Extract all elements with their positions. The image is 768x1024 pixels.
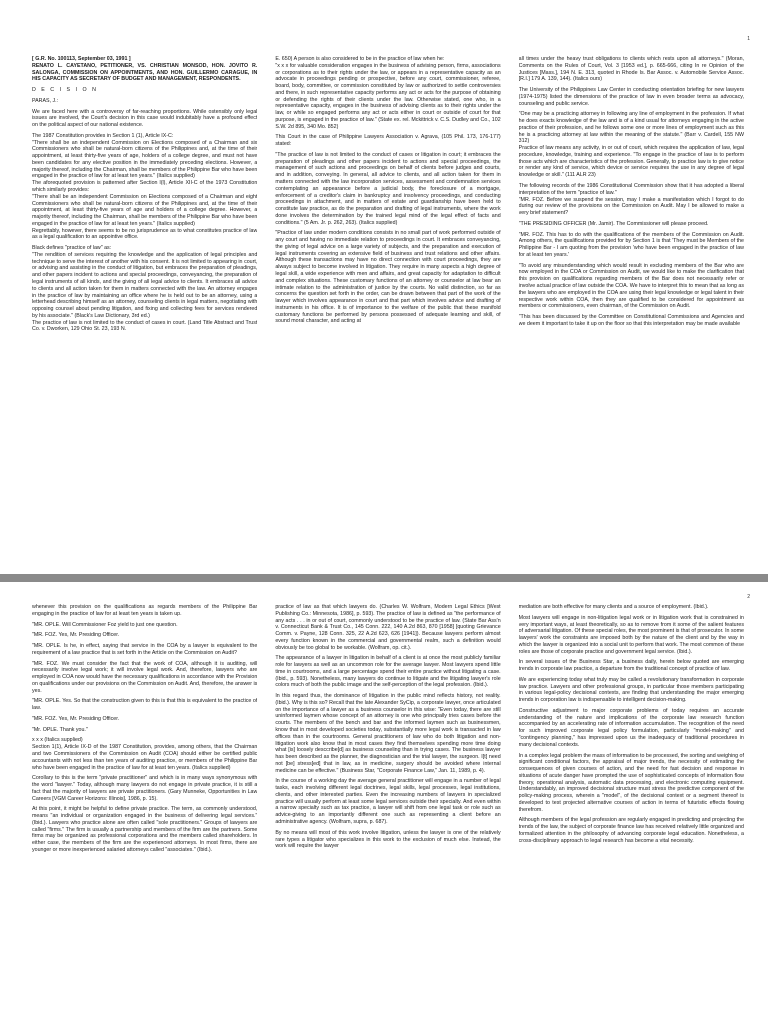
page-columns [32, 56, 744, 570]
page-columns [32, 604, 744, 1024]
paragraph: "MR. OPLE. Yes. So that the construction given to this is that this is equivalent to the practice of law. [32, 698, 258, 712]
paragraph: "MR. OPLE. Will Commissioner Foz yield to just one question. [32, 621, 178, 628]
paragraph: "Mr. OPLE. Thank you." [32, 726, 88, 733]
paragraph: "MR. FOZ. We must consider the fact that the work of COA, although it is auditing, will necessarily involve legal work; it will involve legal work. And, therefore, lawyers who are employed in COA now would have the necessary qualifications in accordance with the Provision on qualifications under our provisions on the Commission on Audit. And, therefore, the answer is yes. [32, 660, 258, 694]
paragraph: "To avoid any misunderstanding which would result in excluding members of the Bar who are now employed in the COA or Commission on Audit, we would like to make the clarification that this provision on qualifications regarding members of the Bar does not necessarily refer or involve actual practice of law outside the COA. We have to interpret this to mean that as long as the lawyers who are employed in the COA are using their legal knowledge or legal talent in their respective work within COA, then they are qualified to be considered for appointment as members or commissioners, even chairman, of the Commission on Audit. [518, 262, 744, 310]
paragraph: At this point, it might be helpful to define private practice. The term, as commonly understood, means "an individual or organization engaged in the business of delivering legal services." (Ibid.). Lawyers who practice alone are often called "sole practitioners." Groups of lawyers are called "firms." The firm is usually a partnership and members of the firm are the partners. Some firms may be organized as professional corporations and the members called shareholders. In either case, the members of the firm are the experienced attorneys. In most firms, there are younger or more inexperienced salaried attorneys called "associates." (Ibid.). [32, 806, 258, 853]
paragraph: In the course of a working day the average general practitioner will engage in a number of legal tasks, each involving different legal doctrines, legal skills, legal processes, legal institutions, clients, and other interested parties. Even the increasing numbers of lawyers in specialized practice will usually perform at least some legal services outside their specialty. And even within a narrow specialty such as tax practice, a lawyer will shift from one legal task or role such as advice-giving to an importantly different one such as representing a client before an administrative agency. (Wolfram, supra, p. 687). [275, 778, 501, 825]
column-1 [32, 604, 257, 1024]
paragraph-list [519, 56, 744, 328]
paragraph: We are experiencing today what truly may be called a revolutionary transformation in corporate law practice. Lawyers and other professional groups, in particular those members participating in various legal-policy decisional contexts, are finding that understanding the major emerging trends in corporation law is indispensable to intelligent decision-making. [518, 676, 744, 704]
case-header: [ G.R. No. 100113, September 03, 1991 ] RENATO L. CAYETANO, PETITIONER, VS. CHRISTIAN MONSOD, HON. JOVITO R. SALONGA, COMMISSION ON APPOINTMENTS, AND HON. GUILLERMO CARAGUE, IN HIS CAPACITY AS SECRETARY OF BUDGET AND MANAGEMENT, RESPONDENTS. [32, 56, 258, 83]
column-1 [32, 56, 257, 570]
paragraph: all times under the heavy trust obligations to clients which rests upon all attorneys." (Moran, Comments on the Rules of Court, Vol. 3 [1953 ed.], p. 665-666, citing In re Opinion of the Justices [Mass.], 194 N. E. 313, quoted in Rhode Is. Bar Assoc. v. Automobile Service Assoc. [R.I.] 179 A. 139, 144). (Italics ours) [518, 56, 744, 83]
paragraph-list [275, 604, 500, 850]
paragraph: We are faced here with a controversy of far-reaching proportions. While ostensibly only legal issues are involved, the Court's decision in this case would indubitably have a profound effect on the political aspect of our national existence. [32, 108, 258, 129]
paragraph: The 1987 Constitution provides in Section 1 (1), Article IX-C: "There shall be an independent Commission on Elections composed of a Chairman and six Commissioners who shall be natural-born citizens of the Philippines and, at the time of their appointment, at least thirty-five years of age, holders of a college degree, and must not have been candidates for any elective position in the immediately preceding elections. However, a majority thereof, including the Chairman, shall be members of the Philippine Bar who have been engaged in the practice of law for at least ten years." (Italics supplied) The aforequoted provision is patterned after Section l(l), Article XII-C of the 1973 Constitution which similarly provides: "There shall be an independent Commission on Elections composed of a Chairman and eight Commissioners who shall be natural-born citizens of the Philippines and, at the time of their appointment, at least thirty-five years of age and holders of a college degree. However, a majority thereof, including the Chairman, shall be members of the Philippine Bar who have been engaged in the practice of law for at least ten years." (Italics supplied) Regrettably, however, there seems to be no jurisprudence as to what constitutes practice of law as a legal qualification to an appointive office. [32, 132, 258, 241]
paragraph: The following records of the 1986 Constitutional Commission show that it has adopted a liberal interpretation of the term "practice of law." "MR. FOZ. Before we suspend the session, may I make a manifestation which I forgot to do during our review of the provisions on the Commission on Audit. May I be allowed to make a very brief statement? [518, 183, 744, 217]
page-number: 1 [747, 36, 750, 42]
paragraph: whenever this provision on the qualifications as regards members of the Philippine Bar engaging in the practice of law for at least ten years is taken up. [32, 604, 258, 617]
paragraph: Corollary to this is the term "private practitioner" and which is in many ways synonymous with the word "lawyer." Today, although many lawyers do not engage in private practice, it is still a fact that the majority of lawyers are private practitioners. (Gary Munneke, Opportunities in Law Careers [VGM Career Horizons: Illinois], 1986, p. 15). [32, 775, 258, 802]
paragraph: Most lawyers will engage in non-litigation legal work or in litigation work that is constrained in very important ways, at least theoretically, so as to remove from it some of the salient features of adversarial litigation. Of these special roles, the most prominent is that of prosecutor. In some lawyers' work the constraints are imposed both by the nature of the client and by the way in which the lawyer is organized into a social unit to perform that work. The most common of these roles are those of corporate practice and government legal service. (Ibid.). [518, 614, 744, 655]
column-3 [519, 604, 744, 1024]
paragraph-list [275, 56, 500, 325]
paragraph: practice of law as that which lawyers do. (Charles W. Wolfram, Modern Legal Ethics [West Publishing Co.: Minnesota, 1986], p. 593). The practice of law is defined as "the performance of any acts . . . in or out of court, commonly understood to be the practice of law. (State Bar Ass'n v. Connecticut Bank & Trust Co., 145 Conn. 222, 140 A.2d 863, 870 [1958] [quoting Grievance Comm. v. Payne, 128 Conn. 325, 22 A.2d 623, 626 [1941]). Because lawyers perform almost every function known in the commercial and governmental realm, such a definition would obviously be too global to be workable. (Wolfram, op. cit.). [275, 604, 501, 651]
paragraph: "The practice of law is not limited to the conduct of cases or litigation in court; it embraces the preparation of pleadings and other papers incident to actions and special proceedings, the management of such actions and proceedings on behalf of clients before judges and courts, and in addition, conveying. In general, all advice to clients, and all action taken for them in matters connected with the law incorporation services, assessment and condemnation services contemplating an appearance before a judicial body, the foreclosure of a mortgage, enforcement of a creditor's claim in bankruptcy and insolvency proceedings, and conducting proceedings in attachment, and in matters of estate and guardianship have been held to constitute law practice, as do the preparation and drafting of legal instruments, where the work done involves the determination by the trained legal mind of the legal effect of facts and conditions." (5 Am. Jr. p. 262, 263). (Italics supplied) [275, 151, 501, 226]
paragraph: "MR. FOZ. Yes, Mr. Presiding Officer. [32, 632, 120, 639]
document-page-2 [0, 582, 768, 1024]
paragraph: x x x (Italics supplied) Section 1(1), Article IX-D of the 1987 Constitution, provides, among others, that the Chairman and two Commissioners of the Commission on Audit (COA) should either be certified public accountants with not less than ten years of auditing practice, or members of the Philippine Bar who have been engaged in the practice of law for at least ten years. (Italics supplied) [32, 737, 258, 771]
paragraph: E. 650) A person is also considered to be in the practice of law when he: "x x x for valuable consideration engages in the business of advising person, firms, associations or corporations as to their rights under the law, or appears in a representative capacity as an advocate in proceedings pending or prospective, before any court, commissioner, referee, board, body, committee, or commission constituted by law or authorized to settle controversies and there, in such representative capacity performs any act or acts for the purpose of obtaining or defending the rights of their clients under the law. Otherwise stated, one who, in a representative capacity, engages in the business of advising clients as to their rights under the law, or while so engaged performs any act or acts either in court or outside of court for that purpose, is engaged in the practice of law." (State ex. rel. Mckittrick v. C.S. Dudley and Co., 102 S.W. 2d 895, 340 Mo. 852) [275, 56, 501, 130]
paragraph: By no means will most of this work involve litigation, unless the lawyer is one of the relatively rare types a litigator who specializes in this work to the exclusion of much else. Instead, the work will require the lawyer [275, 829, 501, 850]
paragraph: Although members of the legal profession are regularly engaged in predicting and projecting the trends of the law, the subject of corporate finance law has received relatively little organized and formalized attention in the philosophy of advancing corporate legal education. Nonetheless, a cross-disciplinary approach to legal research has become a vital necessity. [518, 817, 744, 844]
paragraph: "MR. OPLE. Is he, in effect, saying that service in the COA by a lawyer is equivalent to the requirement of a law practice that is set forth in the Article on the Commission on Audit? [32, 643, 258, 656]
paragraph: "THE PRESIDING OFFICER (Mr. Jamir). The Commissioner will please proceed. [518, 220, 709, 227]
paragraph-list [519, 604, 744, 845]
column-2 [275, 604, 500, 1024]
paragraph-list [32, 604, 257, 854]
paragraph-list [32, 109, 257, 334]
paragraph: This Court in the case of Philippine Lawyers Association v. Agrava, (105 Phil. 173, 176-177) stated: [275, 134, 501, 148]
paragraph: "MR. FOZ. This has to do with the qualifications of the members of the Commission on Audit. Among others, the qualifications provided for by Section 1 is that 'They must be Members of the Philippine Bar - I am quoting from the provision 'who have been engaged in the practice of law for at least ten years.' [518, 231, 744, 258]
paragraph: "Practice of law under modern conditions consists in no small part of work performed outside of any court and having no immediate relation to proceedings in court. It embraces conveyancing, the giving of legal advice on a large variety of subjects, and the preparation and execution of legal instruments covering an extensive field of business and trust relations and other affairs. Although these transactions may have no direct connection with court proceedings, they are always subject to become involved in litigation. They require in many aspects a high degree of legal skill, a wide experience with men and affairs, and great capacity for adaptation to difficult and complex situations. These customary functions of an attorney or counselor at law bear an intimate relation to the administration of justice by the courts. No valid distinction, so far as concerns the question set forth in the order, can be drawn between that part of the work of the lawyer which involves appearance in court and that part which involves advice and drafting of instruments in his office. It is of importance to the welfare of the public that these manifold customary functions be performed by persons possessed of adequate learning and skill, of sound moral character, and acting at [275, 230, 501, 325]
paragraph: In several issues of the Business Star, a business daily, herein below quoted are emerging trends in corporate law practice, a departure from the traditional concept of practice of law. [518, 659, 744, 673]
paragraph: Black defines "practice of law" as: "The rendition of services requiring the knowledge and the application of legal principles and technique to serve the interest of another with his consent. It is not limited to appearing in court, or advising and assisting in the conduct of litigation, but embraces the preparation of pleadings, and other papers incident to actions and special proceedings, conveyancing, the preparation of legal instruments of all kinds, and the giving of all legal advice to clients. It embraces all advice to clients and all action taken for them in matters connected with the law. An attorney engages in the practice of law by maintaining an office where he is held out to be an attorney, using a letterhead describing himself as an attorney, counseling clients in legal matters, negotiating with opposing counsel about pending litigation, and fixing and collecting fees for services rendered by his associate." (Black's Law Dictionary, 3rd ed.) The practice of law is not limited to the conduct of cases in court. (Land Title Abstract and Trust Co. v. Dworken, 129 Ohio St. 23, 193 N. [32, 245, 258, 333]
paragraph: "One may be a practicing attorney in following any line of employment in the profession. If what he does exacts knowledge of the law and is of a kind usual for attorneys engaging in the active practice of their profession, and he follows some one or more lines of employment such as this he is a practicing attorney at law within the meaning of the statute." (Barr v. Cardell, 155 NW 312) Practice of law means any activity, in or out of court, which requires the application of law, legal procedure, knowledge, training and experience. "To engage in the practice of law is to perform those acts which are characteristics of the profession. Generally, to practice law is to give notice or render any kind of service, which device or service requires the use in any degree of legal knowledge or skill." (111 ALR 23) [518, 111, 744, 179]
paragraph: "This has been discussed by the Committee on Constitutional Commissions and Agencies and we deem it important to take it up on the floor so that this interpretation may be made available [518, 314, 744, 327]
paragraph: The University of the Philippines Law Center in conducting orientation briefing for new lawyers (1974-1975) listed the dimensions of the practice of law in even broader terms as advocacy, counseling and public service. [518, 87, 744, 107]
paragraph: In a complex legal problem the mass of information to be processed, the sorting and weighing of significant conditional factors, the appraisal of major trends, the necessity of estimating the consequences of given courses of action, and the need for fast decision and response in situations of acute danger have prompted the use of sophisticated concepts of information flow theory, operational analysis, automatic data processing, and electronic computing equipment. Understandably, an improved decisional structure must stress the predictive component of the policy-making process, wherein a "model", of the decisional context or a segment thereof is developed to test projected alternative courses of action in terms of futuristic effects flowing therefrom. [518, 752, 744, 813]
paragraph: In this regard thus, the dominance of litigation in the public mind reflects history, not reality. (Ibid.). Why is this so? Recall that the late Alexander SyCip, a corporate lawyer, once articulated on the importance of a lawyer as a business counselor in this wise: "Even today, there are still uninformed laymen whose concept of an attorney is one who principally tries cases before the courts. The members of the bench and bar and the informed laymen such as businessmen, know that in most developed societies today, substantially more legal work is transacted in law offices than in the courtrooms. General practitioners of law who do both litigation and non-litigation work also know that in most cases they find themselves spending more time doing what [is] loosely desccribe[d] as business counseling than in trying cases. The business lawyer has been described as the planner, the diagnostician and the trial lawyer, the surgeon. I[t] need not [be] stress[ed] that in law, as in medicine, surgery should be avoided where internal medicine can be effective." (Business Star, "Corporate Finance Law," Jan. 11, 1989, p. 4). [275, 693, 501, 774]
ponente: PARAS, J.: [32, 97, 59, 104]
paragraph: The appearance of a lawyer in litigation in behalf of a client is at once the most publicly familiar role for lawyers as well as an uncommon role for the average lawyer. Most lawyers spend little time in courtrooms, and a large percentage spend their entire practice without litigating a case. (Ibid., p. 593). Nonetheless, many lawyers do continue to litigate and the litigating lawyer's role colors much of both the public image and the self-perception of the legal profession. (Ibid.). [275, 655, 501, 689]
paragraph: mediation are both effective for many clients and a source of employment. (Ibid.). [518, 604, 709, 610]
column-3 [519, 56, 744, 570]
paragraph: Constructive adjustment to major corporate problems of today requires an accurate understanding of the nature and implications of the corporate law research function accompanied by an accelerating rate of information accumulation. The recognition of the need for such improved corporate legal policy formulation, particularly "model-making" and "contingency planning," has impressed upon us the inadequacy of traditional procedures in many decisional contexts. [518, 707, 744, 748]
page-number: 2 [747, 594, 750, 600]
decision-title: D E C I S I O N [32, 87, 98, 94]
paragraph: "MR. FOZ. Yes, Mr. Presiding Officer. [32, 715, 120, 722]
column-2 [275, 56, 500, 570]
